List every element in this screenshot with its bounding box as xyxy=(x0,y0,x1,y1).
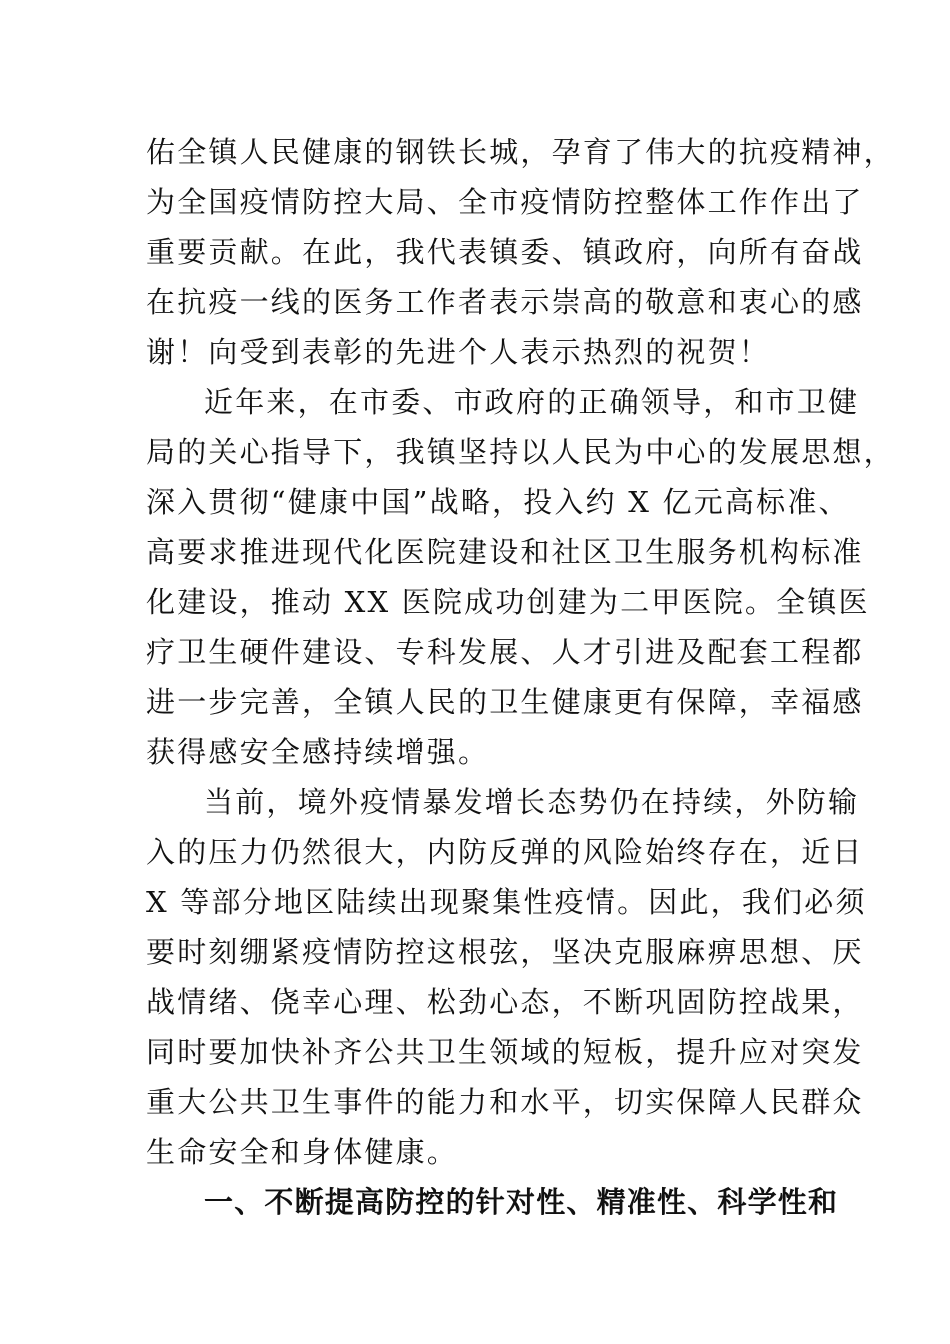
paragraph-1-line-4: 在抗疫一线的医务工作者表示崇高的敬意和衷心的感 xyxy=(146,285,864,319)
paragraph-2-line-2: 局的关心指导下，我镇坚持以人民为中心的发展思想， xyxy=(146,435,895,469)
paragraph-3-line-2: 入的压力仍然很大，内防反弹的风险始终存在，近日 xyxy=(146,835,864,869)
paragraph-3-line-1: 当前，境外疫情暴发增长态势仍在持续，外防输 xyxy=(204,785,860,819)
paragraph-2-line-8: 获得感安全感持续增强。 xyxy=(146,735,490,769)
paragraph-2-line-1: 近年来，在市委、市政府的正确领导，和市卫健 xyxy=(204,385,860,419)
section-heading: 一、不断提高防控的针对性、精准性、科学性和 xyxy=(204,1185,839,1219)
paragraph-3-line-7: 重大公共卫生事件的能力和水平，切实保障人民群众 xyxy=(146,1085,864,1119)
paragraph-2-line-7: 进一步完善，全镇人民的卫生健康更有保障，幸福感 xyxy=(146,685,864,719)
paragraph-1-line-5: 谢！向受到表彰的先进个人表示热烈的祝贺！ xyxy=(146,335,771,369)
paragraph-2-line-4: 高要求推进现代化医院建设和社区卫生服务机构标准 xyxy=(146,535,864,569)
paragraph-2-line-5: 化建设，推动 XX 医院成功创建为二甲医院。全镇医 xyxy=(146,585,870,619)
paragraph-1-line-3: 重要贡献。在此，我代表镇委、镇政府，向所有奋战 xyxy=(146,235,864,269)
paragraph-3-line-5: 战情绪、侥幸心理、松劲心态，不断巩固防控战果， xyxy=(146,985,864,1019)
paragraph-3-line-8: 生命安全和身体健康。 xyxy=(146,1135,459,1169)
paragraph-3-line-3: X 等部分地区陆续出现聚集性疫情。因此，我们必须 xyxy=(146,885,867,919)
paragraph-2-line-3: 深入贯彻“健康中国”战略，投入约 X 亿元高标准、 xyxy=(146,485,850,519)
paragraph-3-line-6: 同时要加快补齐公共卫生领域的短板，提升应对突发 xyxy=(146,1035,864,1069)
paragraph-3-line-4: 要时刻绷紧疫情防控这根弦，坚决克服麻痹思想、厌 xyxy=(146,935,864,969)
paragraph-2-line-6: 疗卫生硬件建设、专科发展、人才引进及配套工程都 xyxy=(146,635,864,669)
paragraph-1-line-1: 佑全镇人民健康的钢铁长城，孕育了伟大的抗疫精神， xyxy=(146,135,895,169)
paragraph-1-line-2: 为全国疫情防控大局、全市疫情防控整体工作作出了 xyxy=(146,185,864,219)
